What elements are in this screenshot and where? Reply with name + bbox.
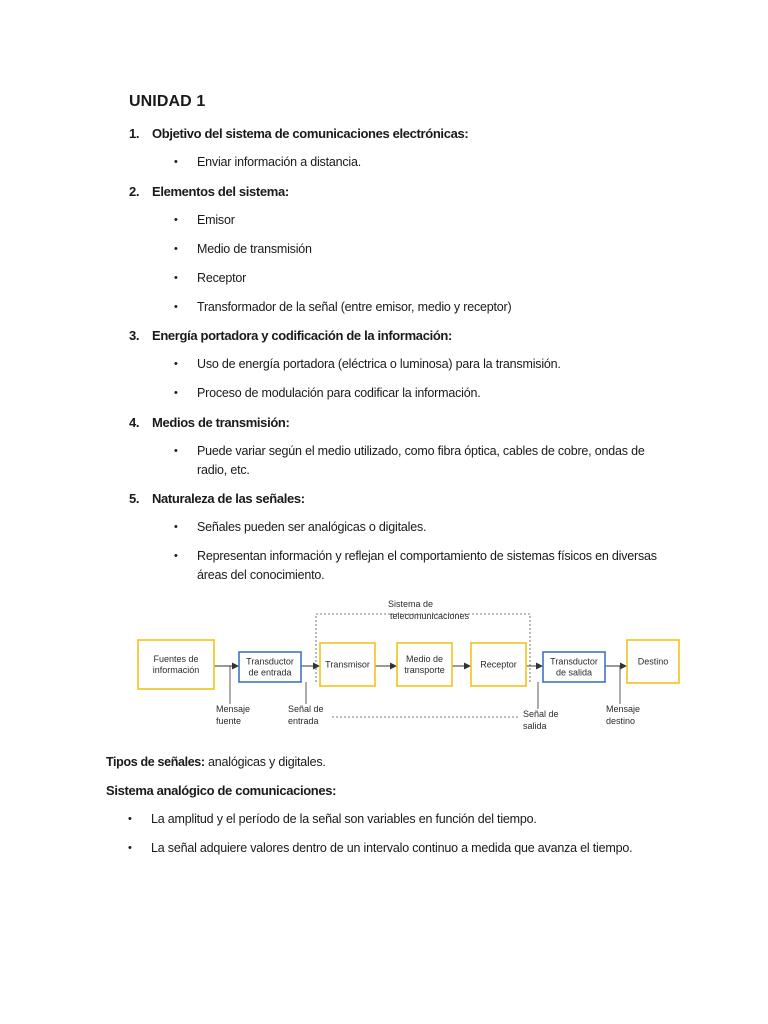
section-4 [129,413,689,480]
section-number: 2. [129,183,140,199]
diagram-box-destino [627,640,679,683]
list-item-text: Proceso de modulación para codificar la información. [197,386,481,400]
section-title: Medios de transmisión: [152,414,290,430]
bullet-icon: • [174,358,178,370]
list-item [129,518,689,537]
box-label: Destino [637,656,669,667]
list-item [129,298,689,317]
list-item-text: La señal adquiere valores dentro de un intervalo continuo a medida que avanza el tiempo. [151,841,633,855]
bullet-icon: • [174,300,178,313]
bullet-icon: • [174,156,178,168]
bullet-icon: • [174,444,178,457]
list-item [129,269,689,288]
section-heading [129,489,689,509]
signal-types-value: analógicas y digitales. [204,755,326,769]
bullet-icon: • [128,842,132,854]
list-item-text: Receptor [197,270,247,285]
section-title: Energía portadora y codificación de la información: [152,328,452,343]
list-item [129,211,689,230]
list-item-text: Señales pueden ser analógicas o digitales. [197,520,427,534]
bullet-icon: • [174,271,178,284]
list-item-text: Puede variar según el medio utilizado, como fibra óptica, cables de cobre, ondas de radio, etc. [197,443,645,477]
list-item [129,384,689,403]
label-text: Mensaje fuente [216,704,251,726]
bullet-list [129,442,689,480]
bullet-list [129,211,689,317]
box-label: Transductor de entrada [246,656,294,678]
list-item [106,839,706,858]
list-item-text: Representan información y reflejan el comportamiento de sistemas físicos en diversas áreas del conocimiento. [197,549,657,582]
bullet-list [129,153,689,172]
section-number: 3. [129,328,140,343]
signal-types-line [106,752,706,772]
bullet-icon: • [128,813,132,825]
bullet-list [129,518,689,585]
signal-types-label: Tipos de señales: [106,755,205,769]
list-item [129,355,689,374]
system-label: Sistema de telecomunicaciones [388,599,470,621]
diagram-box-transmisor [320,643,375,686]
section-2 [129,182,689,317]
bullet-icon: • [174,242,178,255]
section-number: 1. [129,126,140,141]
sections-list [129,124,689,595]
section-number: 5. [129,491,140,506]
list-item-text: Transformador de la señal (entre emisor, medio y receptor) [197,299,512,314]
bullet-icon: • [174,213,178,226]
section-heading [129,124,689,144]
analog-system-heading: Sistema analógico de comunicaciones: [106,783,337,798]
section-3 [129,326,689,403]
bullet-icon: • [174,387,178,399]
box-label: Medio de transporte [404,654,445,675]
bullet-list [129,355,689,403]
list-item [129,442,689,480]
diagram-box-transductor-entrada [239,652,301,682]
bullet-list [106,810,706,858]
list-item-text: La amplitud y el período de la señal son variables en función del tiempo. [151,812,537,826]
diagram-box-transductor-salida [543,652,605,682]
section-title: Elementos del sistema: [152,183,289,199]
signals-section [106,752,706,868]
label-text: Señal de entrada [288,704,324,726]
box-label: Transmisor [325,659,370,670]
section-number: 4. [129,414,140,430]
list-item [129,547,689,585]
unit-title: UNIDAD 1 [129,93,206,110]
box-label: Receptor [480,659,517,670]
bullet-icon: • [174,550,178,562]
signal-label-senal-salida [523,682,559,731]
diagram-box-medio [397,643,452,686]
communication-system-diagram [120,596,700,746]
bullet-icon: • [174,521,178,533]
list-item [129,153,689,172]
section-5 [129,489,689,585]
box-label: Fuentes de información [152,654,200,675]
section-title: Naturaleza de las señales: [152,491,305,506]
label-text: Señal de salida [523,709,559,731]
list-item-text: Uso de energía portadora (eléctrica o luminosa) para la transmisión. [197,357,561,371]
label-text: Mensaje destino [606,704,641,726]
section-heading [129,326,689,346]
list-item-text: Medio de transmisión [197,241,312,256]
section-heading [129,413,689,433]
diagram-box-fuentes [138,640,214,689]
list-item-text: Emisor [197,212,235,227]
list-item [129,240,689,259]
box-label: Transductor de salida [550,656,598,678]
section-title: Objetivo del sistema de comunicaciones electrónicas: [152,126,469,141]
signal-label-senal-entrada [288,682,324,726]
list-item [106,810,706,829]
diagram-box-receptor [471,643,526,686]
section-heading [129,182,689,202]
list-item-text: Enviar información a distancia. [197,155,362,169]
section-1 [129,124,689,172]
